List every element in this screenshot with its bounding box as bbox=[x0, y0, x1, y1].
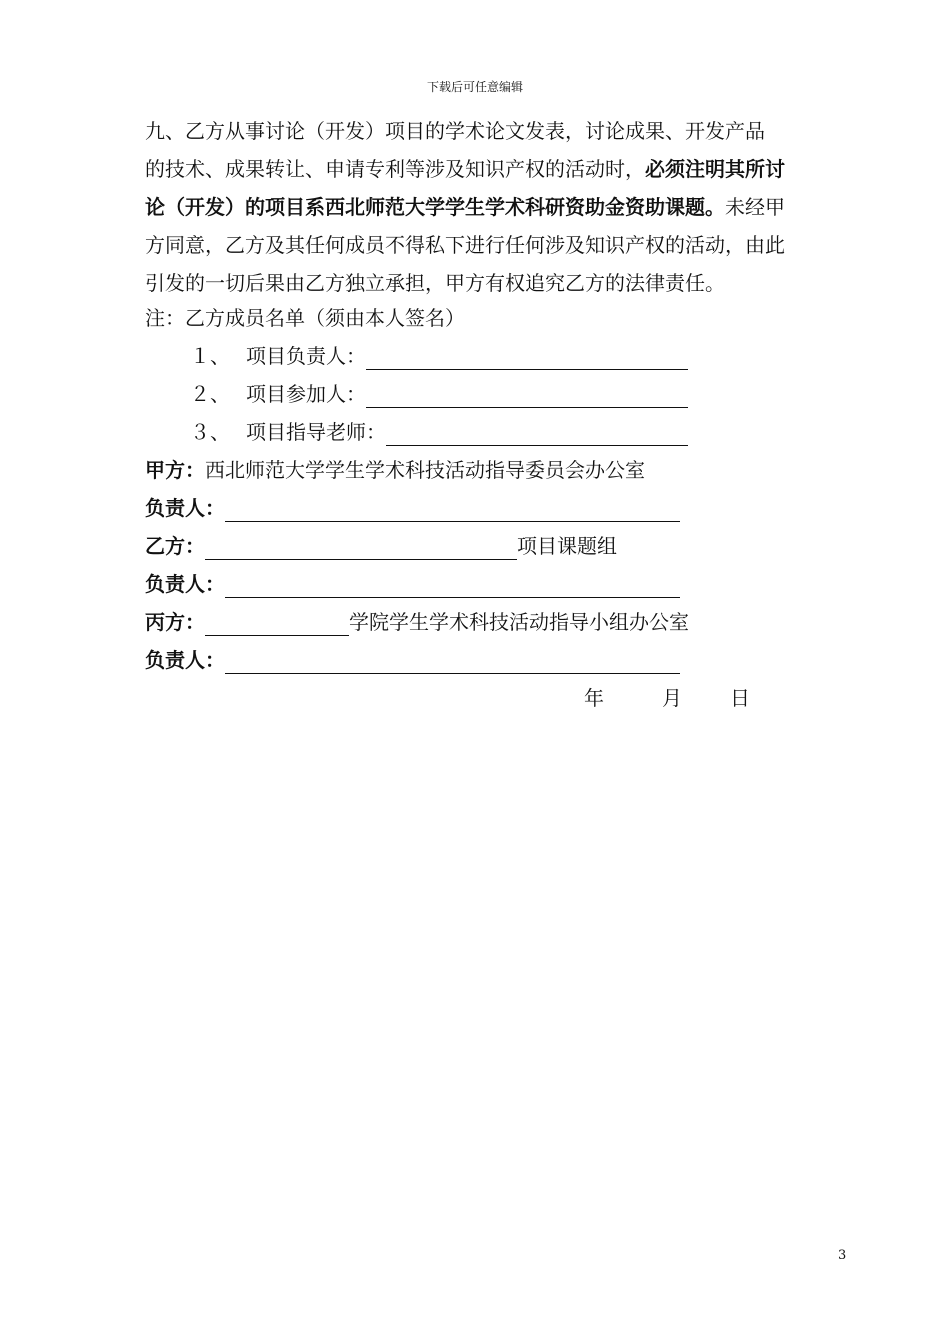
party-jia bbox=[145, 456, 645, 484]
party-yi bbox=[145, 532, 617, 560]
signature-line[interactable] bbox=[225, 497, 680, 522]
signature-line[interactable] bbox=[366, 345, 688, 370]
signature-line[interactable] bbox=[386, 421, 688, 446]
page-number: 3 bbox=[838, 1248, 847, 1263]
clause-nine bbox=[145, 112, 850, 302]
clause-line-5: 引发的一切后果由乙方独立承担，甲方有权追究乙方的法律责任。 bbox=[145, 271, 725, 295]
page-header: 下载后可任意编辑 bbox=[426, 80, 523, 94]
date-line bbox=[584, 684, 750, 712]
member-label: 项目参加人： bbox=[246, 382, 366, 406]
responsible-label: 负责人： bbox=[145, 572, 225, 596]
clause-line-4: 方同意，乙方及其任何成员不得私下进行任何涉及知识产权的活动，由此 bbox=[145, 233, 785, 257]
date-year: 年 bbox=[584, 686, 604, 710]
party-bing bbox=[145, 608, 689, 636]
bing-responsible bbox=[145, 646, 680, 674]
member-label: 项目指导老师： bbox=[246, 420, 386, 444]
member-row-participant bbox=[190, 380, 688, 408]
clause-line-2 bbox=[145, 150, 850, 188]
party-yi-label: 乙方： bbox=[145, 534, 205, 558]
clause-line-3-normal: 未经甲 bbox=[725, 195, 785, 219]
note-title: 注：乙方成员名单（须由本人签名） bbox=[145, 306, 465, 330]
clause-line-3 bbox=[145, 188, 850, 226]
responsible-label: 负责人： bbox=[145, 648, 225, 672]
member-label: 项目负责人： bbox=[246, 344, 366, 368]
party-bing-label: 丙方： bbox=[145, 610, 205, 634]
member-num: １、 bbox=[190, 344, 230, 368]
clause-line-2-normal: 的技术、成果转让、申请专利等涉及知识产权的活动时， bbox=[145, 157, 645, 181]
member-row-leader bbox=[190, 342, 688, 370]
signature-line[interactable] bbox=[225, 573, 680, 598]
responsible-label: 负责人： bbox=[145, 496, 225, 520]
member-num: ２、 bbox=[190, 382, 230, 406]
date-day: 日 bbox=[730, 686, 750, 710]
yi-responsible bbox=[145, 570, 680, 598]
party-jia-label: 甲方： bbox=[145, 458, 205, 482]
clause-line-3-bold: 论（开发）的项目系西北师范大学学生学术科研资助金资助课题。 bbox=[145, 195, 725, 219]
party-bing-suffix: 学院学生学术科技活动指导小组办公室 bbox=[349, 610, 689, 634]
member-num: ３、 bbox=[190, 420, 230, 444]
clause-line-1: 九、乙方从事讨论（开发）项目的学术论文发表，讨论成果、开发产品 bbox=[145, 119, 765, 143]
jia-responsible bbox=[145, 494, 680, 522]
party-yi-suffix: 项目课题组 bbox=[517, 534, 617, 558]
yi-name-line[interactable] bbox=[205, 535, 517, 560]
signature-line[interactable] bbox=[366, 383, 688, 408]
date-month: 月 bbox=[662, 686, 682, 710]
party-jia-value: 西北师范大学学生学术科技活动指导委员会办公室 bbox=[205, 458, 645, 482]
member-row-advisor bbox=[190, 418, 688, 446]
clause-line-2-bold: 必须注明其所讨 bbox=[645, 157, 785, 181]
signature-line[interactable] bbox=[225, 649, 680, 674]
bing-name-line[interactable] bbox=[205, 611, 349, 636]
